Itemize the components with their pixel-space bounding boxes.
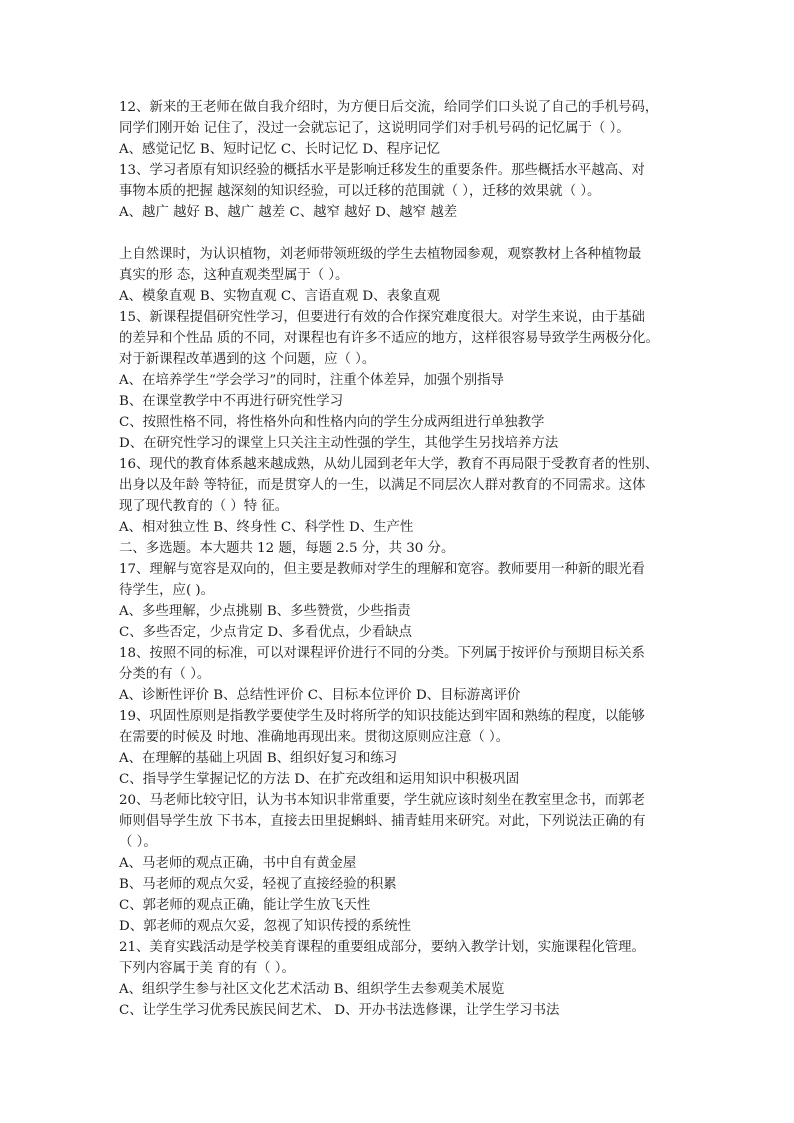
text-line: 的差异和个性品 质的不同，对课程也有许多不适应的地方，这样很容易导致学生两极分化。 bbox=[119, 331, 659, 346]
text-line: C、按照性格不同，将性格外向和性格内向的学生分成两组进行单独教学 bbox=[119, 415, 545, 430]
text-line: A、模象直观 B、实物直观 C、言语直观 D、表象直观 bbox=[119, 289, 441, 304]
text-line: 13、学习者原有知识经验的概括水平是影响迁移发生的重要条件。那些概括水平越高、对 bbox=[119, 163, 645, 178]
text-line: 事物本质的把握 越深刻的知识经验，可以迁移的范围就（ ），迁移的效果就（ ）。 bbox=[119, 184, 601, 199]
section-heading: 二、多选题。本大题共 12 题，每题 2.5 分，共 30 分。 bbox=[119, 541, 455, 556]
text-line: 19、巩固性原则是指教学要使学生及时将所学的知识技能达到牢固和熟练的程度，以能够 bbox=[119, 709, 645, 724]
exam-text-body bbox=[119, 97, 794, 1021]
text-line: B、马老师的观点欠妥，轻视了直接经验的积累 bbox=[119, 877, 397, 892]
text-line: D、郭老师的观点欠妥，忽视了知识传授的系统性 bbox=[119, 919, 411, 934]
text-line: A、多些理解，少点挑剔 B、多些赞赏，少些指责 bbox=[119, 604, 411, 619]
text-line: 师则倡导学生放 下书本，直接去田里捉蝌蚪、捕青蛙用来研究。对此，下列说法正确的有 bbox=[119, 814, 646, 829]
text-line: 现了现代教育的（ ）特 征。 bbox=[119, 499, 289, 514]
text-line: 待学生，应( )。 bbox=[119, 583, 215, 598]
text-line: 17、理解与宽容是双向的，但主要是教师对学生的理解和宽容。教师要用一种新的眼光看 bbox=[119, 562, 645, 577]
text-line: 20、马老师比较守旧，认为书本知识非常重要，学生就应该时刻坐在教室里念书，而郭老 bbox=[119, 793, 645, 808]
text-line: D、在研究性学习的课堂上只关注主动性强的学生，其他学生另找培养方法 bbox=[119, 436, 559, 451]
text-line: 16、现代的教育体系越来越成熟，从幼儿园到老年大学，教育不再局限于受教育者的性别、 bbox=[119, 457, 659, 472]
text-line: C、多些否定，少点肯定 D、多看优点，少看缺点 bbox=[119, 625, 413, 640]
text-line: A、马老师的观点正确，书中自有黄金屋 bbox=[119, 856, 357, 871]
text-line: C、指导学生掌握记忆的方法 D、在扩充改组和运用知识中积极巩固 bbox=[119, 772, 520, 787]
text-line: A、组织学生参与社区文化艺术活动 B、组织学生去参观美术展览 bbox=[119, 982, 505, 997]
text-line: 真实的形 态，这种直观类型属于（ ）。 bbox=[119, 268, 349, 283]
blank-line bbox=[119, 223, 794, 244]
text-line: A、诊断性评价 B、总结性评价 C、目标本位评价 D、目标游离评价 bbox=[119, 688, 521, 703]
text-line: 12、新来的王老师在做自我介绍时，为方便日后交流，给同学们口头说了自己的手机号码， bbox=[119, 100, 659, 115]
text-line: 下列内容属于美 育的有（ ）。 bbox=[119, 961, 295, 976]
text-line: A、在培养学生“学会学习”的同时，注重个体差异，加强个别指导 bbox=[119, 373, 504, 388]
text-line: C、郭老师的观点正确，能让学生放飞天性 bbox=[119, 898, 371, 913]
text-line: 分类的有（ ）。 bbox=[119, 667, 211, 682]
text-line: 上自然课时，为认识植物，刘老师带领班级的学生去植物园参观，观察教材上各种植物最 bbox=[119, 247, 642, 262]
text-line: A、越广 越好 B、越广 越差 C、越窄 越好 D、越窄 越差 bbox=[119, 205, 458, 220]
text-line: 在需要的时候及 时地、准确地再现出来。贯彻这原则应注意（ ）。 bbox=[119, 730, 510, 745]
text-line: A、感觉记忆 B、短时记忆 C、长时记忆 D、程序记忆 bbox=[119, 142, 441, 157]
text-line: 对于新课程改革遇到的这 个问题，应（ ）。 bbox=[119, 352, 376, 367]
text-line: 出身以及年龄 等特征，而是贯穿人的一生，以满足不同层次人群对教育的不同需求。这体 bbox=[119, 478, 646, 493]
text-line: 同学们刚开始 记住了，没过一会就忘记了，这说明同学们对手机号码的记忆属于（ ）。 bbox=[119, 121, 630, 136]
text-line: A、在理解的基础上巩固 B、组织好复习和练习 bbox=[119, 751, 398, 766]
text-line: （ ）。 bbox=[119, 835, 157, 850]
text-line: C、让学生学习优秀民族民间艺术、 D、开办书法选修课，让学生学习书法 bbox=[119, 1003, 560, 1018]
text-line: A、相对独立性 B、终身性 C、科学性 D、生产性 bbox=[119, 520, 414, 535]
text-line: 15、新课程提倡研究性学习，但要进行有效的合作探究难度很大。对学生来说，由于基础 bbox=[119, 310, 645, 325]
text-line: 21、美育实践活动是学校美育课程的重要组成部分，要纳入教学计划，实施课程化管理。 bbox=[119, 940, 645, 955]
text-line: 18、按照不同的标准，可以对课程评价进行不同的分类。下列属于按评价与预期目标关系 bbox=[119, 646, 645, 661]
text-line: B、在课堂教学中不再进行研究性学习 bbox=[119, 394, 344, 409]
